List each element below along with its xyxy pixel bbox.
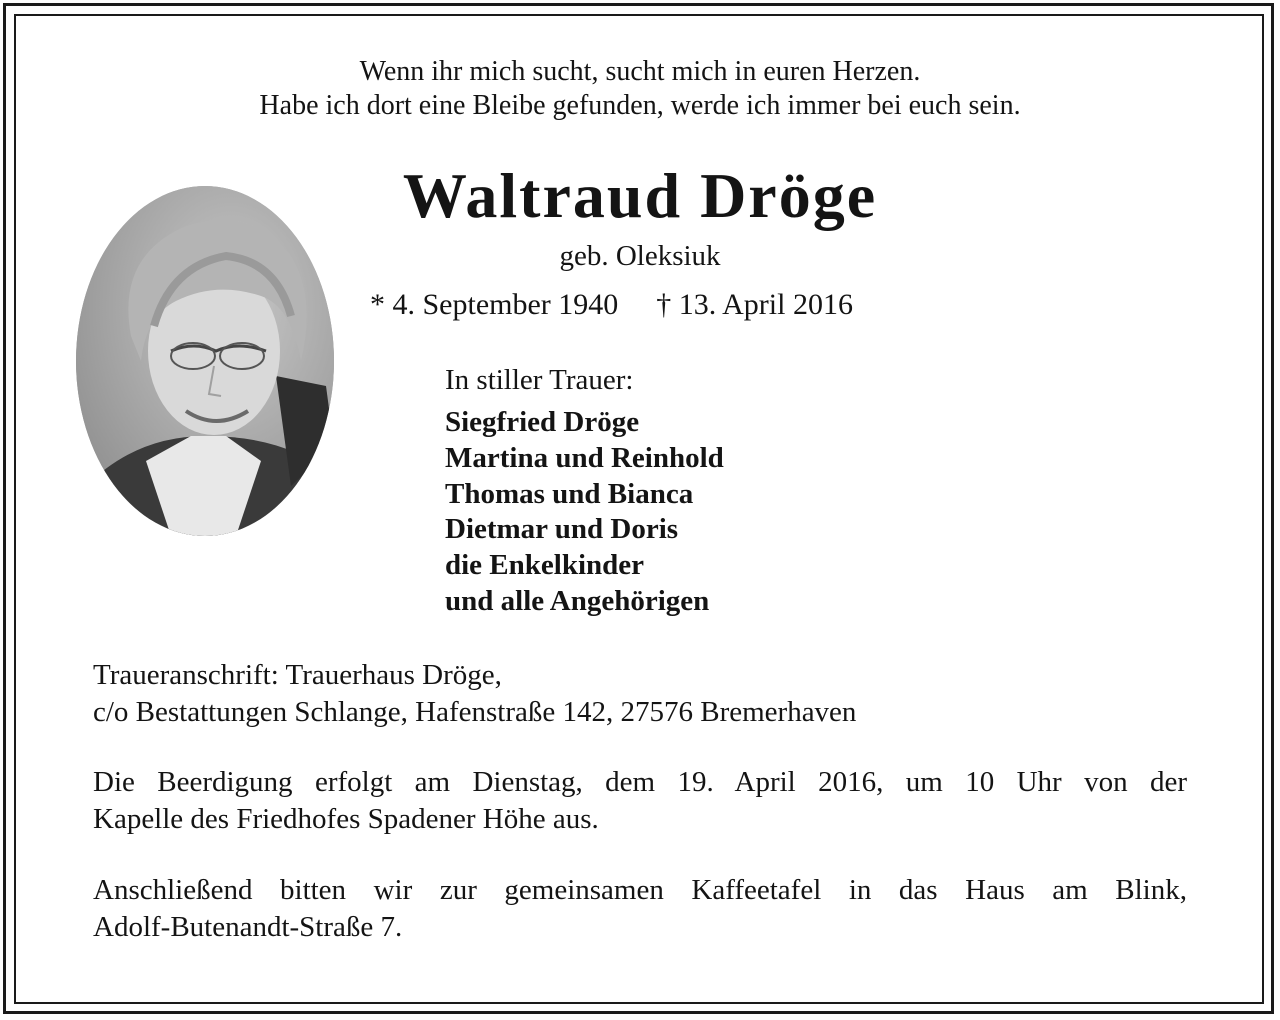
- funeral-line-1: Die Beerdigung erfolgt am Dienstag, dem 19. April 2016, um 10 Uhr von der: [93, 766, 1187, 798]
- funeral-notice: [93, 764, 1187, 838]
- list-item: Siegfried Dröge: [445, 406, 640, 438]
- list-item: und alle Angehörigen: [445, 584, 710, 617]
- birth-name: geb. Oleksiuk: [559, 240, 721, 272]
- life-dates: [370, 286, 853, 324]
- mourners-list: [445, 405, 724, 620]
- list-item: Thomas und Bianca: [445, 477, 694, 510]
- motto-quote: [0, 55, 1280, 123]
- address-line-2: c/o Bestattungen Schlange, Hafenstraße 142, 27576 Bremerhaven: [93, 696, 857, 728]
- portrait-photo: [76, 186, 334, 536]
- funeral-line-2: Kapelle des Friedhofes Spadener Höhe aus.: [93, 803, 599, 835]
- reception-line-2: Adolf-Butenandt-Straße 7.: [93, 911, 403, 943]
- motto-line-2: Habe ich dort eine Bleibe gefunden, werde ich immer bei euch sein.: [259, 90, 1021, 121]
- list-item: die Enkelkinder: [445, 549, 645, 582]
- reception-line-1: Anschließend bitten wir zur gemeinsamen Kaffeetafel in das Haus am Blink,: [93, 874, 1187, 906]
- mourning-address: [93, 657, 1187, 731]
- birth-date: * 4. September 1940: [370, 288, 619, 321]
- address-line-1: Traueranschrift: Trauerhaus Dröge,: [93, 659, 502, 691]
- deceased-name: Waltraud Dröge: [402, 160, 878, 231]
- list-item: Dietmar und Doris: [445, 513, 679, 546]
- mourning-label: In stiller Trauer:: [445, 364, 634, 396]
- motto-line-1: Wenn ihr mich sucht, sucht mich in euren Herzen.: [359, 56, 921, 87]
- reception-notice: [93, 872, 1187, 946]
- list-item: Martina und Reinhold: [445, 441, 724, 474]
- death-date: † 13. April 2016: [656, 288, 853, 321]
